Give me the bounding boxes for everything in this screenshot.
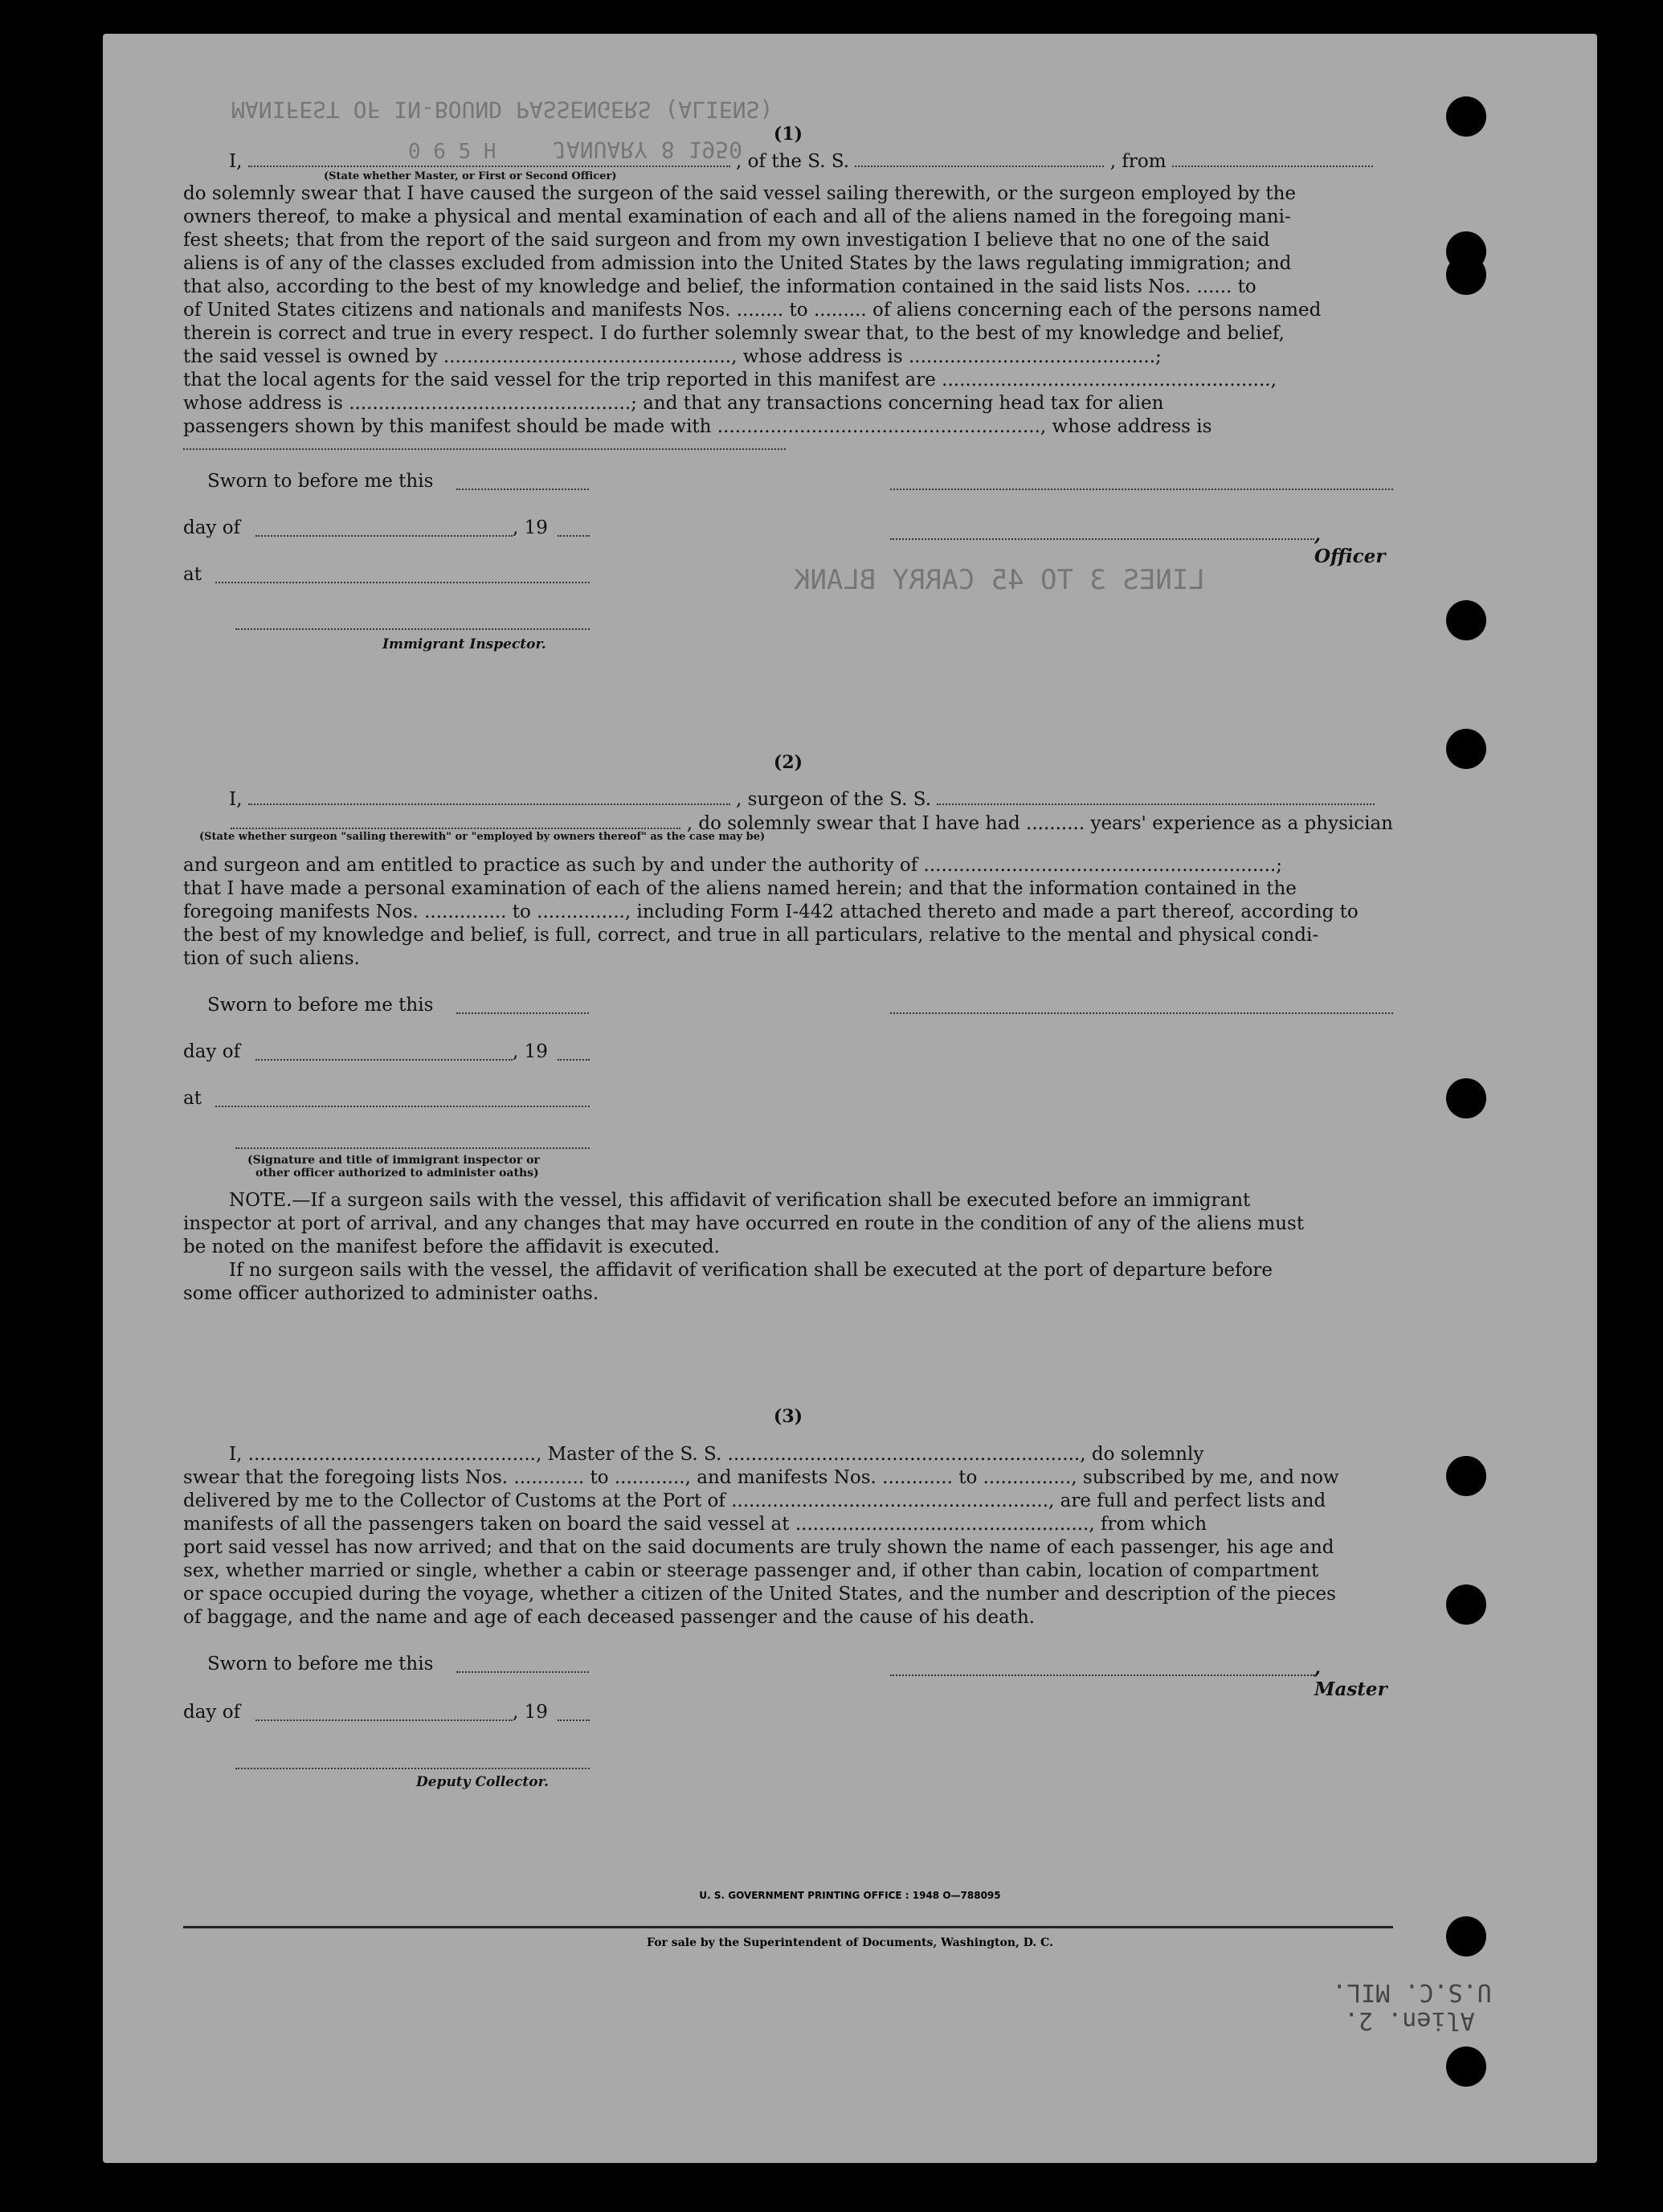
year-field[interactable]: [558, 1719, 590, 1721]
text: I,: [229, 789, 243, 810]
sworn-date-field[interactable]: [456, 1012, 589, 1014]
deputy-signature-line[interactable]: [235, 1768, 590, 1769]
officer-signature-line[interactable]: [890, 489, 1393, 490]
at-label: at: [183, 564, 202, 585]
year-label: , 19: [513, 517, 548, 538]
day-of-label: day of: [183, 1702, 241, 1723]
body-line: aliens is of any of the classes excluded from admission into the United States by the laws regulating immigration; and: [183, 253, 1292, 274]
bleed-through-note: LINES 3 TO 45 CARRY BLANK: [794, 564, 1205, 596]
surgeon-note: (State whether surgeon "sailing therewith" or "employed by owners thereof" as the case may be): [199, 831, 766, 843]
body-line: that I have made a personal examination of each of the aliens named herein; and that the information contained in the: [183, 878, 1297, 899]
body-line: swear that the foregoing lists Nos. ............ to ............, and manifests Nos. ............ to ..............., subscribed by me, and now: [183, 1467, 1339, 1488]
section-number: (1): [773, 124, 803, 145]
year-label: , 19: [513, 1041, 548, 1062]
signature-note: other officer authorized to administer oaths): [255, 1167, 539, 1180]
at-label: at: [183, 1088, 202, 1109]
text: , of the S. S.: [736, 151, 850, 172]
manifest-page: [103, 34, 1597, 2163]
vessel-name-field[interactable]: [855, 149, 1104, 167]
note-line: inspector at port of arrival, and any changes that may have occurred en route in the condition of any of the aliens must: [183, 1213, 1305, 1234]
punch-hole: [1446, 600, 1486, 640]
section-number: (2): [773, 752, 803, 773]
inspector-signature-line[interactable]: [235, 628, 590, 630]
at-field[interactable]: [215, 582, 590, 583]
note-line: NOTE.—If a surgeon sails with the vessel, this affidavit of verification shall be executed before an immigrant: [229, 1190, 1251, 1211]
sworn-label: Sworn to before me this: [207, 471, 434, 492]
punch-hole: [1446, 96, 1486, 137]
signature-note: (Signature and title of immigrant inspector or: [247, 1154, 540, 1167]
bleed-through-header: 0 6 5 H: [408, 140, 496, 164]
body-line: do solemnly swear that I have caused the surgeon of the said vessel sailing therewith, or the surgeon employed by the: [183, 183, 1297, 204]
section2-signature-block: [183, 971, 1393, 1180]
body-line: that also, according to the best of my knowledge and belief, the information contained in the said lists Nos. ...... to: [183, 276, 1256, 297]
month-field[interactable]: [255, 1059, 513, 1061]
section3-signature-block: [183, 1629, 1393, 1790]
text: , do solemnly swear that I have had .......... years' experience as a physician: [686, 813, 1393, 834]
officer-title-line[interactable]: [890, 538, 1314, 540]
body-line: tion of such aliens.: [183, 948, 360, 969]
text: , from: [1109, 151, 1167, 172]
body-line: port said vessel has now arrived; and that on the said documents are truly shown the name of each passenger, his age and: [183, 1537, 1334, 1558]
body-line: sex, whether married or single, whether a cabin or steerage passenger and, if other than cabin, location of compartment: [183, 1560, 1319, 1581]
body-line: owners thereof, to make a physical and mental examination of each and all of the aliens named in the foregoing mani-: [183, 206, 1291, 227]
master-signature-line[interactable]: [890, 1674, 1314, 1676]
text: , surgeon of the S. S.: [736, 789, 932, 810]
sworn-label: Sworn to before me this: [207, 995, 434, 1016]
year-field[interactable]: [558, 535, 590, 537]
section2-body: [183, 854, 1393, 971]
document-body: [183, 124, 1393, 1790]
officer-name-field[interactable]: [248, 149, 730, 167]
master-label: , Master: [1314, 1657, 1387, 1700]
at-field[interactable]: [215, 1106, 590, 1107]
note-block: [183, 1189, 1393, 1306]
body-line: delivered by me to the Collector of Customs at the Port of ......................................................, are full and perfect lists and: [183, 1490, 1326, 1511]
section1-signature-block: [183, 439, 1393, 656]
address-line[interactable]: [183, 448, 786, 450]
body-line: or space occupied during the voyage, whether a citizen of the United States, and the number and description of the pieces: [183, 1584, 1336, 1605]
footer-text: For sale by the Superintendent of Documents, Washington, D. C.: [647, 1936, 1053, 1949]
bleed-through-header: MANIFEST OF IN-BOUND PASSENGERS (ALIENS): [231, 96, 774, 123]
body-line: of baggage, and the name and age of each deceased passenger and the cause of his death.: [183, 1607, 1036, 1628]
text: I,: [229, 151, 243, 172]
punch-hole: [1446, 255, 1486, 295]
year-field[interactable]: [558, 1059, 590, 1061]
footer-divider: [183, 1926, 1393, 1928]
inspector-label: Immigrant Inspector.: [382, 636, 546, 652]
month-field[interactable]: [255, 1719, 513, 1721]
officer-note: (State whether Master, or First or Second Officer): [324, 170, 617, 182]
printing-office-imprint: U. S. GOVERNMENT PRINTING OFFICE : 1948 O—788095: [699, 1890, 1001, 1901]
day-of-label: day of: [183, 517, 241, 538]
year-label: , 19: [513, 1702, 548, 1723]
body-line: foregoing manifests Nos. .............. to ..............., including Form I-442 attached thereto and made a part thereof, according to: [183, 902, 1359, 922]
bleed-through-stamp: Alien. 2.: [1344, 2006, 1475, 2034]
note-line: some officer authorized to administer oaths.: [183, 1283, 599, 1304]
note-line: If no surgeon sails with the vessel, the affidavit of verification shall be executed at the port of departure before: [229, 1260, 1273, 1281]
officer-label: , Officer: [1314, 524, 1386, 567]
section1-body: [183, 182, 1393, 439]
section3-body: [183, 1443, 1393, 1629]
surgeon-name-field[interactable]: [248, 787, 730, 805]
body-line: passengers shown by this manifest should be made with ......................................................., whose address is: [183, 416, 1212, 437]
body-line: whose address is ................................................; and that any transactions concerning head tax for alien: [183, 393, 1164, 414]
punch-hole: [1446, 2046, 1486, 2087]
body-line: of United States citizens and nationals and manifests Nos. ........ to ......... of aliens concerning each of the persons named: [183, 300, 1322, 321]
body-line: that the local agents for the said vessel for the trip reported in this manifest are ........................................................,: [183, 370, 1277, 390]
inspector-signature-line[interactable]: [235, 1147, 590, 1149]
day-of-label: day of: [183, 1041, 241, 1062]
body-line: I, ................................................., Master of the S. S. ............................................................, do solemnly: [229, 1444, 1204, 1465]
punch-hole: [1446, 1456, 1486, 1496]
sworn-date-field[interactable]: [456, 1671, 589, 1673]
note-line: be noted on the manifest before the affidavit is executed.: [183, 1237, 720, 1257]
bleed-through-stamp: U.S.C. MIL.: [1332, 1978, 1492, 2006]
punch-hole: [1446, 729, 1486, 769]
body-line: the best of my knowledge and belief, is full, correct, and true in all particulars, relative to the mental and physical condi-: [183, 925, 1319, 946]
deputy-label: Deputy Collector.: [416, 1774, 549, 1790]
sworn-label: Sworn to before me this: [207, 1654, 434, 1674]
body-line: and surgeon and am entitled to practice as such by and under the authority of ............................................................;: [183, 855, 1282, 876]
vessel-name-field[interactable]: [937, 787, 1375, 805]
officer-signature-line[interactable]: [890, 1012, 1393, 1014]
from-port-field[interactable]: [1172, 149, 1373, 167]
section-number: (3): [773, 1406, 803, 1427]
body-line: manifests of all the passengers taken on board the said vessel at .................................................., from which: [183, 1514, 1207, 1535]
surgeon-capacity-field[interactable]: [231, 812, 680, 829]
body-line: fest sheets; that from the report of the said surgeon and from my own investigation I believe that no one of the said: [183, 230, 1270, 251]
punch-hole: [1446, 1584, 1486, 1625]
section2-header-line: [183, 787, 1393, 812]
sworn-date-field[interactable]: [456, 489, 589, 490]
body-line: therein is correct and true in every respect. I do further solemnly swear that, to the best of my knowledge and belief,: [183, 323, 1285, 344]
punch-hole: [1446, 1078, 1486, 1118]
bleed-through-header: JANUARY 8 1950: [553, 137, 743, 163]
month-field[interactable]: [255, 535, 513, 537]
body-line: the said vessel is owned by ................................................., whose address is ..........................................;: [183, 346, 1162, 367]
